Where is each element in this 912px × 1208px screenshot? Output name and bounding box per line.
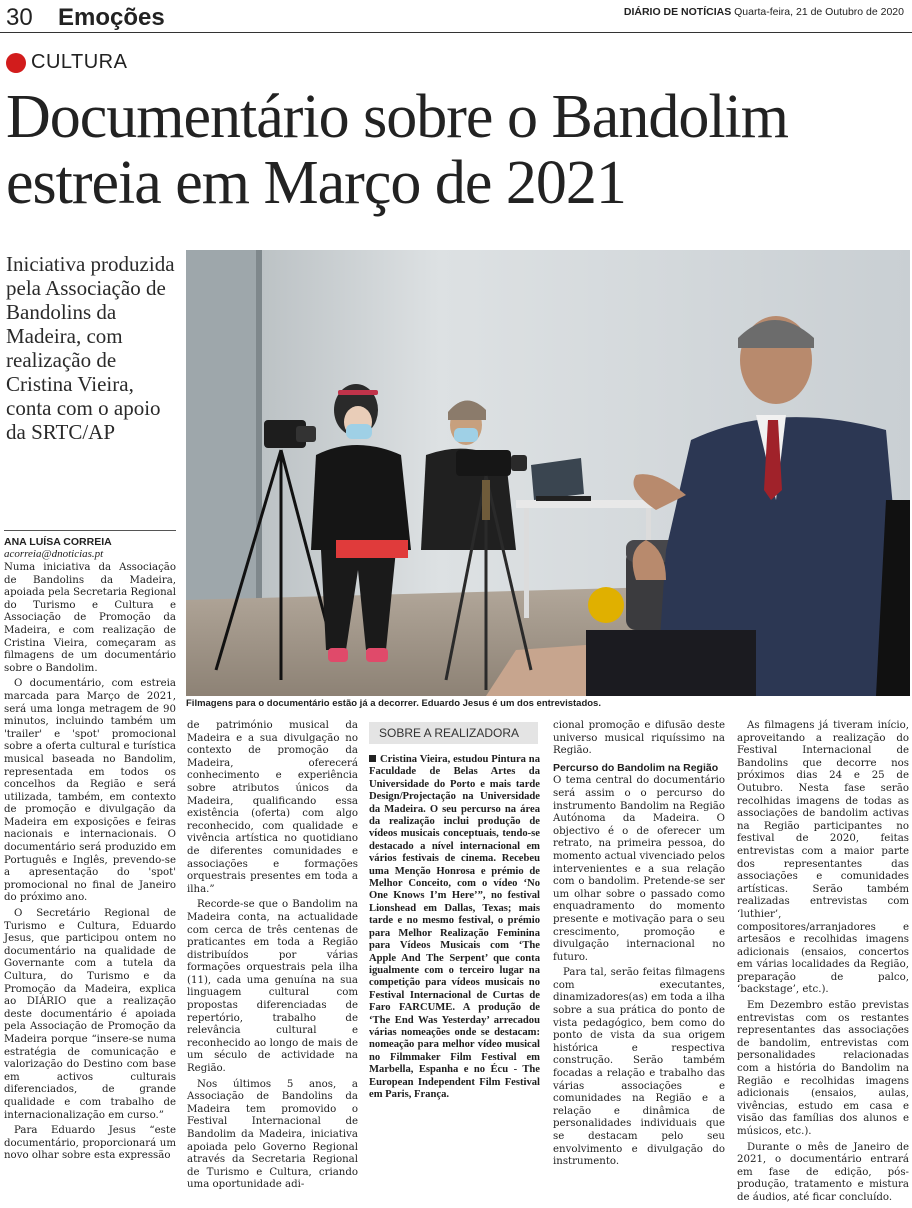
byline-author: ANA LUÍSA CORREIA — [4, 536, 112, 548]
paragraph: As filmagens já tiveram início, aproveitando a realização do Festival Internacional de Bandolins que decorre nos próximos dias 24 e 25 de Outubro. Nesta fase serão recolhidas imagens de todas as associações de bandolim activas na Região participantes no festival de 2020, feitas entrevistas com a maior parte dos representantes das associações e comunidades artísticas. Serão também realizadas entrevistas com ‘luthier’, compositores/arranjadores e artesãos e recolhidas imagens adicionais (ensaios, concertos em várias localidades da Região, preparação de palco, ‘backstage’, etc.). — [737, 720, 909, 996]
paragraph: Durante o mês de Janeiro de 2021, o documentário entrará em fase de edição, pós-produção, tratamento e mistura de áudios, até ficar concluído. — [737, 1141, 909, 1203]
tag-dot-icon — [6, 53, 26, 73]
bullet-square-icon — [369, 755, 376, 762]
paragraph: de património musical da Madeira e a sua divulgação no contexto de promoção da Madeira, oferecerá conhecimento e experiência sobre atributos únicos da Madeira, qualificando essa existência (oferta) com algo reconhecido, com qualidade e vivência artística no quotidiano de diferentes comunidades e associações e formações orquestrais presentes em toda a ilha.” — [187, 720, 358, 895]
paragraph: cional promoção e difusão deste universo musical riquíssimo na Região. — [553, 720, 725, 757]
subheading: Percurso do Bandolim na Região — [553, 761, 719, 774]
photo-caption: Filmagens para o documentário estão já a decorrer. Eduardo Jesus é um dos entrevistados. — [186, 698, 601, 709]
body-column-5 — [737, 720, 909, 1208]
paper-info — [624, 6, 904, 18]
category-tag: CULTURA — [31, 51, 128, 73]
headline: Documentário sobre o Bandolim estreia em Março de 2021 — [6, 83, 788, 217]
paragraph: O Secretário Regional de Turismo e Cultura, Eduardo Jesus, que participou ontem no documentário na qualidade de Governante com a tutela da Cultura, do Turismo e da Promoção da Madeira, explica ao DIÁRIO que a realização deste documentário é apoiada pela Associação de Promoção da Madeira porque “insere-se numa estratégia de comunicação e valorização do Destino com base em activos culturais diferenciados, de grande qualidade e com trabalho de internacionalização em curso.” — [4, 908, 176, 1121]
byline-rule — [4, 530, 176, 531]
paragraph: Para tal, serão feitas filmagens com executantes, dinamizadores(as) em toda a ilha sobre a sua prática do ponto de vista pedagógico, bem como do ponto de vista da sua origem histórica e respectiva construção. Serão também focadas a relação e trabalho das várias associações e comunidades na Região e a relação e dinâmica de personalidades individuais que se destacam pelo seu envolvimento e divulgação do instrumento. — [553, 967, 725, 1168]
paragraph: Em Dezembro estão previstas entrevistas com os restantes representantes das associações de bandolim, entrevistas com personalidades relacionadas com a história do Bandolim na Região e recolhidas imagens adicionais (ensaios, aulas, vivências, estudo em casa e visão das famílias dos alunos e músicos, etc.). — [737, 1000, 909, 1137]
body-column-1 — [4, 562, 176, 1166]
box-paragraph: Cristina Vieira, estudou Pintura na Faculdade de Belas Artes da Universidade do Porto e mais tarde Design/Projectação na Universidade da Madeira. O seu percurso na área da realização inclui produção de vídeos musicais conceptuais, tendo-se destacado a nível internacional em vários festivais de cinema. Recebeu uma Menção Honrosa e prémio de Melhor Conceito, com o vídeo ‘No One Knows I’m Here’”, no festival Lionshead em Dallas, Texas; mais tarde e no mesmo festival, o prémio para Melhor Realização Feminina para Vídeos Musicais com ‘The Apple And The Serpent’ que conta igualmente com o terceiro lugar na competição para vídeos musicais no Festival Internacional de Curtas de Faro FARCUME. A produção de ‘The End Was Yesterday’ arrecadou várias nomeações onde se destacam: nomeação para melhor vídeo musical no Filmmaker Film Festival em Marbella, Espanha e no Écu - The European Independent Film Festival em Paris, França. — [369, 754, 540, 1100]
sidebar-box-title: SOBRE A REALIZADORA — [369, 722, 538, 744]
article-photo — [186, 250, 910, 696]
paragraph: O tema central do documentário será assim o o percurso do instrumento Bandolim na Região Autónoma da Madeira. O objectivo é o de oferecer um retrato, na primeira pessoa, do momento actual vivenciado pelos intervenientes e a sua relação com o bandolim. Pretende-se ser um olhar sobre o passado como enquadramento do momento presente e motivação para o seu crescimento, promoção e divulgação internacional no futuro. — [553, 775, 725, 963]
paragraph: Recorde-se que o Bandolim na Madeira conta, na actualidade com cerca de três centenas de praticantes em toda a Região distribuídos por várias formações orquestrais pela ilha (11), cada uma genuína na sua linguagem cultural com propostas diferenciadas de repertório, trabalho de relevância cultural e reconhecido ao longo de mais de um século de actividade na Região. — [187, 899, 358, 1075]
body-column-2 — [187, 720, 358, 1195]
byline-email: acorreia@dnoticias.pt — [4, 548, 104, 560]
page-number: 30 — [6, 4, 33, 31]
section-title: Emoções — [58, 4, 165, 31]
paragraph: Nos últimos 5 anos, a Associação de Bandolins da Madeira tem promovido o Festival Internacional de Bandolim da Madeira, iniciativa apoiada pelo Governo Regional através da Secretaria Regional de Turismo e Cultura, criando uma oportunidade adi- — [187, 1078, 358, 1191]
issue-date: Quarta-feira, 21 de Outubro de 2020 — [734, 6, 904, 18]
photo-illustration — [186, 250, 910, 696]
standfirst: Iniciativa produzida pela Associação de Bandolins da Madeira, com realização de Cristina Vieira, conta com o apoio da SRTC/AP — [6, 252, 175, 444]
paragraph: Para Eduardo Jesus “este documentário, proporcionará um novo olhar sobre esta expressão — [4, 1125, 176, 1162]
paragraph: Numa iniciativa da Associação de Bandolins da Madeira, apoiada pela Secretaria Regional do Turismo e Cultura e Associação de Promoção da Madeira, e com realização de Cristina Vieira, começaram as filmagens de um documentário sobre o Bandolim. — [4, 562, 176, 674]
masthead-rule — [0, 32, 912, 33]
body-column-4 — [553, 720, 725, 1172]
paper-name: DIÁRIO DE NOTÍCIAS — [623, 6, 732, 18]
paragraph: O documentário, com estreia marcada para Março de 2021, será uma longa metragem de 90 minutos, incluindo também um 'trailer' e 'spot' promocional sobre a oferta cultural e turística musical baseada no Bandolim, representada em todos os concelhos da Região e será utilizada, também, em contexto de promoção e divulgação da Madeira em exposições e feiras nacionais e internacionais. O documentário será produzido em Português e Inglês, prevendo-se a apresentação do 'spot' promocional no final de Janeiro do próximo ano. — [4, 678, 176, 904]
sidebar-box-text — [369, 754, 540, 1104]
